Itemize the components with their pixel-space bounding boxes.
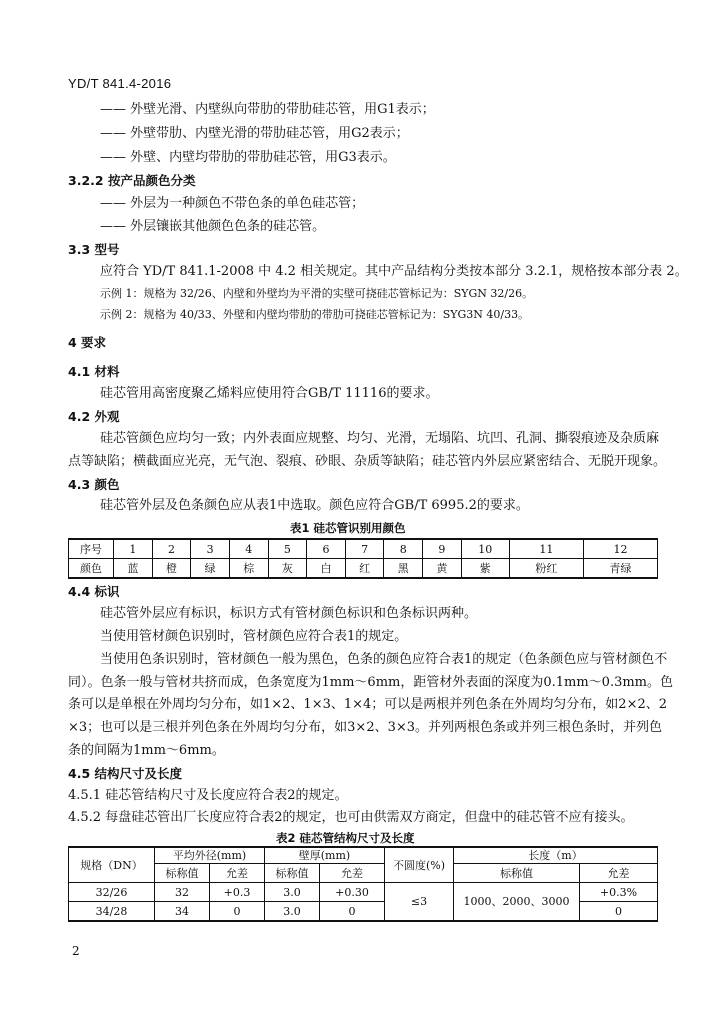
- table-header-cell: 长度（m）: [454, 847, 658, 864]
- table-cell-length-nominal: 1000、2000、3000: [454, 883, 580, 922]
- table-cell-od-tol: +0.3: [210, 883, 265, 902]
- table1-identification-colors: [68, 538, 658, 579]
- table-header-cell: 壁厚(mm): [265, 847, 385, 864]
- heading-4-3: 4.3 颜色: [68, 477, 120, 492]
- table-cell: 黑: [384, 559, 423, 579]
- table-header-cell: 允差: [580, 864, 658, 883]
- table-cell: 3: [191, 539, 230, 559]
- table-cell: 4: [229, 539, 268, 559]
- table1-title: 表1 硅芯管识别用颜色: [290, 521, 406, 535]
- table-cell: 8: [384, 539, 423, 559]
- table-cell: 青绿: [583, 559, 657, 579]
- example-2: 示例 2：规格为 40/33、外壁和内壁均带肋的带肋可挠硅芯管标记为：SYG3N 40/33。: [100, 308, 530, 321]
- table-cell: 10: [461, 539, 509, 559]
- table-cell: 棕: [229, 559, 268, 579]
- table-cell: 红: [345, 559, 384, 579]
- standard-number: YD/T 841.4-2016: [68, 76, 172, 91]
- table-header-cell: 标称值: [155, 864, 210, 883]
- table-cell-wall: 3.0: [265, 883, 320, 902]
- table-row: [69, 883, 658, 902]
- table-cell: 橙: [152, 559, 191, 579]
- list-item-color-stripe: —— 外层镶嵌其他颜色色条的硅芯管。: [100, 219, 326, 234]
- table-cell: 黄: [423, 559, 462, 579]
- table-cell: 6: [307, 539, 346, 559]
- table2-structural-dimensions: [68, 846, 658, 922]
- table-cell: 5: [268, 539, 307, 559]
- table-cell-length-tol: 0: [580, 902, 658, 922]
- table-cell-ovality: ≤3: [385, 883, 454, 922]
- paragraph-4-5-1: 4.5.1 硅芯管结构尺寸及长度应符合表2的规定。: [68, 788, 348, 803]
- table-header-cell: 不圆度(%): [385, 847, 454, 883]
- table-cell-spec: 32/26: [69, 883, 155, 902]
- table-cell: 灰: [268, 559, 307, 579]
- table-cell-wall: 3.0: [265, 902, 320, 922]
- table-header-cell: 允差: [210, 864, 265, 883]
- paragraph-4-4-c-line4: ×3；也可以是三根并列色条在外周均匀分布，如3×2、3×3。并列两根色条或并列三根色条时，并列色: [68, 720, 663, 735]
- heading-3-2-2: 3.2.2 按产品颜色分类: [68, 173, 196, 188]
- table-cell: 12: [583, 539, 657, 559]
- list-item-g3: —— 外壁、内壁均带肋的带肋硅芯管，用G3表示。: [100, 150, 396, 165]
- example-1: 示例 1：规格为 32/26、内壁和外壁均为平滑的实壁可挠硅芯管标记为：SYGN 32/26。: [100, 287, 534, 300]
- table-header-cell: 规格（DN）: [69, 847, 155, 883]
- paragraph-4-4-b: 当使用管材颜色识别时，管材颜色应符合表1的规定。: [100, 629, 408, 644]
- table-header-cell: 允差: [320, 864, 385, 883]
- table-row: [69, 864, 658, 883]
- table-row: [69, 539, 658, 559]
- table-cell: 白: [307, 559, 346, 579]
- paragraph-4-2-line1: 硅芯管颜色应均匀一致；内外表面应规整、均匀、光滑，无塌陷、坑凹、孔洞、撕裂痕迹及杂质麻: [100, 431, 660, 446]
- table-cell: 11: [509, 539, 583, 559]
- list-item-g1: —— 外壁光滑、内壁纵向带肋的带肋硅芯管，用G1表示；: [100, 102, 435, 117]
- heading-4: 4 要求: [68, 335, 107, 350]
- heading-4-2: 4.2 外观: [68, 409, 120, 424]
- paragraph-4-1: 硅芯管用高密度聚乙烯料应使用符合GB/T 11116的要求。: [100, 386, 439, 401]
- table-row: [69, 847, 658, 864]
- paragraph-4-3: 硅芯管外层及色条颜色应从表1中选取。颜色应符合GB/T 6995.2的要求。: [100, 498, 529, 513]
- table-header-cell: 平均外径(mm): [155, 847, 265, 864]
- table-cell: 粉红: [509, 559, 583, 579]
- table-cell-wall-tol: 0: [320, 902, 385, 922]
- table-cell: 紫: [461, 559, 509, 579]
- table-cell-length-tol: +0.3%: [580, 883, 658, 902]
- table-header-cell: 标称值: [454, 864, 580, 883]
- paragraph-4-4-c-line2: 同）。色条一般与管材共挤而成，色条宽度为1mm～6mm，距管材外表面的深度为0.1mm～0.3mm。色: [68, 675, 674, 690]
- paragraph-4-2-line2: 点等缺陷；横截面应光亮，无气泡、裂痕、砂眼、杂质等缺陷；硅芯管内外层应紧密结合、无脱开现象。: [68, 454, 667, 469]
- table-header-cell: 标称值: [265, 864, 320, 883]
- paragraph-4-5-2: 4.5.2 每盘硅芯管出厂长度应符合表2的规定，也可由供需双方商定，但盘中的硅芯管不应有接头。: [68, 810, 634, 825]
- table-cell-od-tol: 0: [210, 902, 265, 922]
- heading-3-3: 3.3 型号: [68, 242, 120, 257]
- page-number: 2: [72, 944, 80, 958]
- table-cell-od: 34: [155, 902, 210, 922]
- table-header-cell: 颜色: [69, 559, 114, 579]
- table-cell: 9: [423, 539, 462, 559]
- table-cell: 1: [114, 539, 153, 559]
- table-cell: 2: [152, 539, 191, 559]
- table2-title: 表2 硅芯管结构尺寸及长度: [276, 831, 415, 845]
- table-cell-od: 32: [155, 883, 210, 902]
- heading-4-5: 4.5 结构尺寸及长度: [68, 766, 182, 781]
- paragraph-4-4-c-line3: 条可以是单根在外周均匀分布，如1×2、1×3、1×4；可以是两根并列色条在外周均匀分布，如2×2、2: [68, 697, 668, 712]
- table-cell-spec: 34/28: [69, 902, 155, 922]
- list-item-g2: —— 外壁带肋、内壁光滑的带肋硅芯管，用G2表示；: [100, 126, 409, 141]
- paragraph-4-4-c-line5: 条的间隔为1mm～6mm。: [68, 743, 225, 758]
- table-cell: 7: [345, 539, 384, 559]
- heading-4-1: 4.1 材料: [68, 364, 120, 379]
- table-header-cell: 序号: [69, 539, 114, 559]
- paragraph-4-4-c-line1: 当使用色条识别时，管材颜色一般为黑色，色条的颜色应符合表1的规定（色条颜色应与管材颜色不: [100, 652, 668, 667]
- paragraph-4-4-a: 硅芯管外层应有标识，标识方式有管材颜色标识和色条标识两种。: [100, 606, 478, 621]
- table-cell: 蓝: [114, 559, 153, 579]
- paragraph-3-3: 应符合 YD/T 841.1-2008 中 4.2 相关规定。其中产品结构分类按本部分 3.2.1，规格按本部分表 2。: [100, 264, 688, 279]
- heading-4-4: 4.4 标识: [68, 584, 120, 599]
- list-item-single-color: —— 外层为一种颜色不带色条的单色硅芯管；: [100, 196, 365, 211]
- table-row: [69, 559, 658, 579]
- table-cell: 绿: [191, 559, 230, 579]
- table-cell-wall-tol: +0.30: [320, 883, 385, 902]
